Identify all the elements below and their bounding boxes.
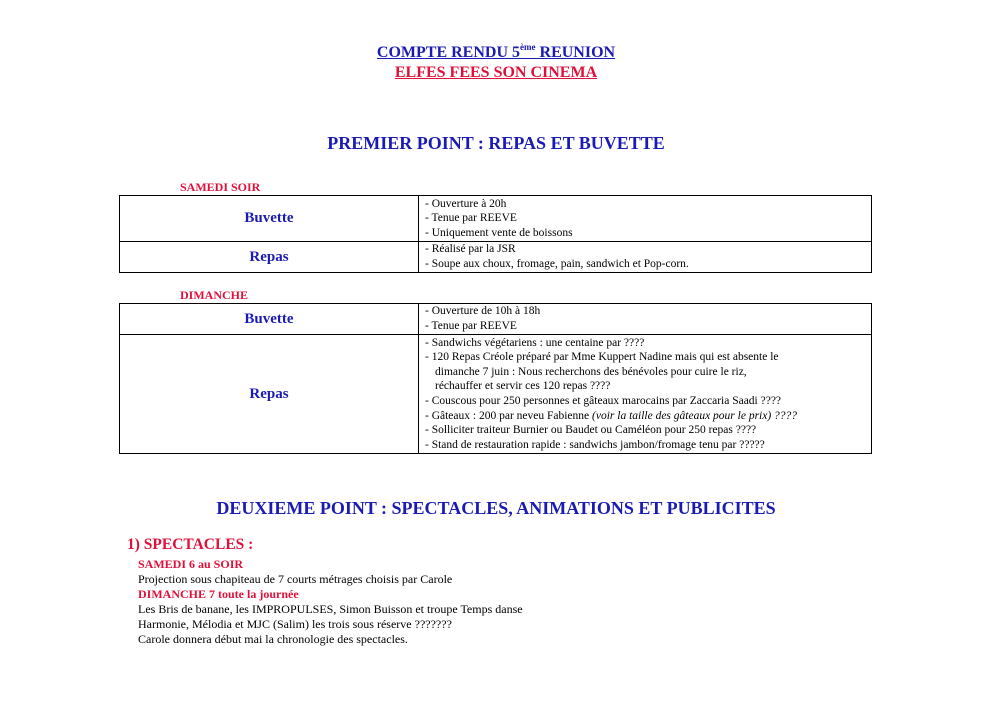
repas-label: Repas xyxy=(120,335,419,454)
detail-text: - Gâteaux : 200 par neveu Fabienne xyxy=(425,409,593,422)
detail-line xyxy=(425,409,867,424)
detail-line: - Ouverture à 20h xyxy=(425,197,507,210)
cake-size-note: (voir la taille des gâteaux pour le prix) ???? xyxy=(592,409,798,422)
repas-label: Repas xyxy=(120,242,419,273)
detail-line: - Tenue par REEVE xyxy=(425,320,517,332)
saturday-table xyxy=(119,195,872,273)
table-row xyxy=(120,242,872,273)
detail-line: dimanche 7 juin : Nous recherchons des bénévoles pour cuire le riz, xyxy=(435,365,747,378)
buvette-label: Buvette xyxy=(120,304,419,335)
report-title-end: REUNION xyxy=(535,44,616,61)
second-point-heading: DEUXIEME POINT : SPECTACLES, ANIMATIONS ET PUBLICITES xyxy=(216,498,776,518)
buvette-label: Buvette xyxy=(120,196,419,242)
report-title-text: COMPTE RENDU 5 xyxy=(376,44,521,61)
detail-line: - Stand de restauration rapide : sandwichs jambon/fromage tenu par ????? xyxy=(425,438,765,451)
saturday-evening-label: SAMEDI SOIR xyxy=(180,180,261,194)
detail-line: - Uniquement vente de boissons xyxy=(425,226,573,239)
spectacles-section-heading: 1) SPECTACLES : xyxy=(127,536,254,553)
sunday-show-heading: DIMANCHE 7 toute la journée xyxy=(138,587,299,601)
sunday-show-line: Carole donnera début mai la chronologie des spectacles. xyxy=(138,632,408,646)
sunday-table xyxy=(119,303,872,454)
buvette-details xyxy=(419,304,872,335)
repas-details xyxy=(419,335,872,454)
detail-line: réchauffer et servir ces 120 repas ???? xyxy=(435,380,611,393)
report-title xyxy=(0,44,992,62)
sunday-label: DIMANCHE xyxy=(180,288,248,302)
table-row xyxy=(120,196,872,242)
sunday-show-line: Harmonie, Mélodia et MJC (Salim) les trois sous réserve ??????? xyxy=(138,617,452,631)
detail-line: - Soupe aux choux, fromage, pain, sandwich et Pop-corn. xyxy=(425,258,689,270)
detail-line: - Réalisé par la JSR xyxy=(425,243,516,256)
first-point-heading: PREMIER POINT : REPAS ET BUVETTE xyxy=(327,133,665,153)
report-subtitle: ELFES FEES SON CINEMA xyxy=(394,64,598,81)
detail-line: - Couscous pour 250 personnes et gâteaux marocains par Zaccaria Saadi ???? xyxy=(425,395,782,407)
detail-line: - Solliciter traiteur Burnier ou Baudet ou Caméléon pour 250 repas ???? xyxy=(425,424,757,437)
detail-line: - Sandwichs végétariens : une centaine par ???? xyxy=(425,336,645,349)
spectacles-content xyxy=(138,557,523,647)
saturday-show-heading: SAMEDI 6 au SOIR xyxy=(138,557,244,571)
buvette-details xyxy=(419,196,872,242)
table-row xyxy=(120,335,872,454)
detail-line: - Tenue par REEVE xyxy=(425,212,517,225)
detail-line: - Ouverture de 10h à 18h xyxy=(425,305,541,318)
repas-details xyxy=(419,242,872,273)
report-title-superscript: ème xyxy=(520,42,536,52)
saturday-show-text: Projection sous chapiteau de 7 courts métrages choisis par Carole xyxy=(138,572,453,586)
table-row xyxy=(120,304,872,335)
sunday-show-line: Les Bris de banane, les IMPROPULSES, Simon Buisson et troupe Temps danse xyxy=(138,602,523,616)
detail-line: - 120 Repas Créole préparé par Mme Kuppert Nadine mais qui est absente le xyxy=(425,351,779,364)
